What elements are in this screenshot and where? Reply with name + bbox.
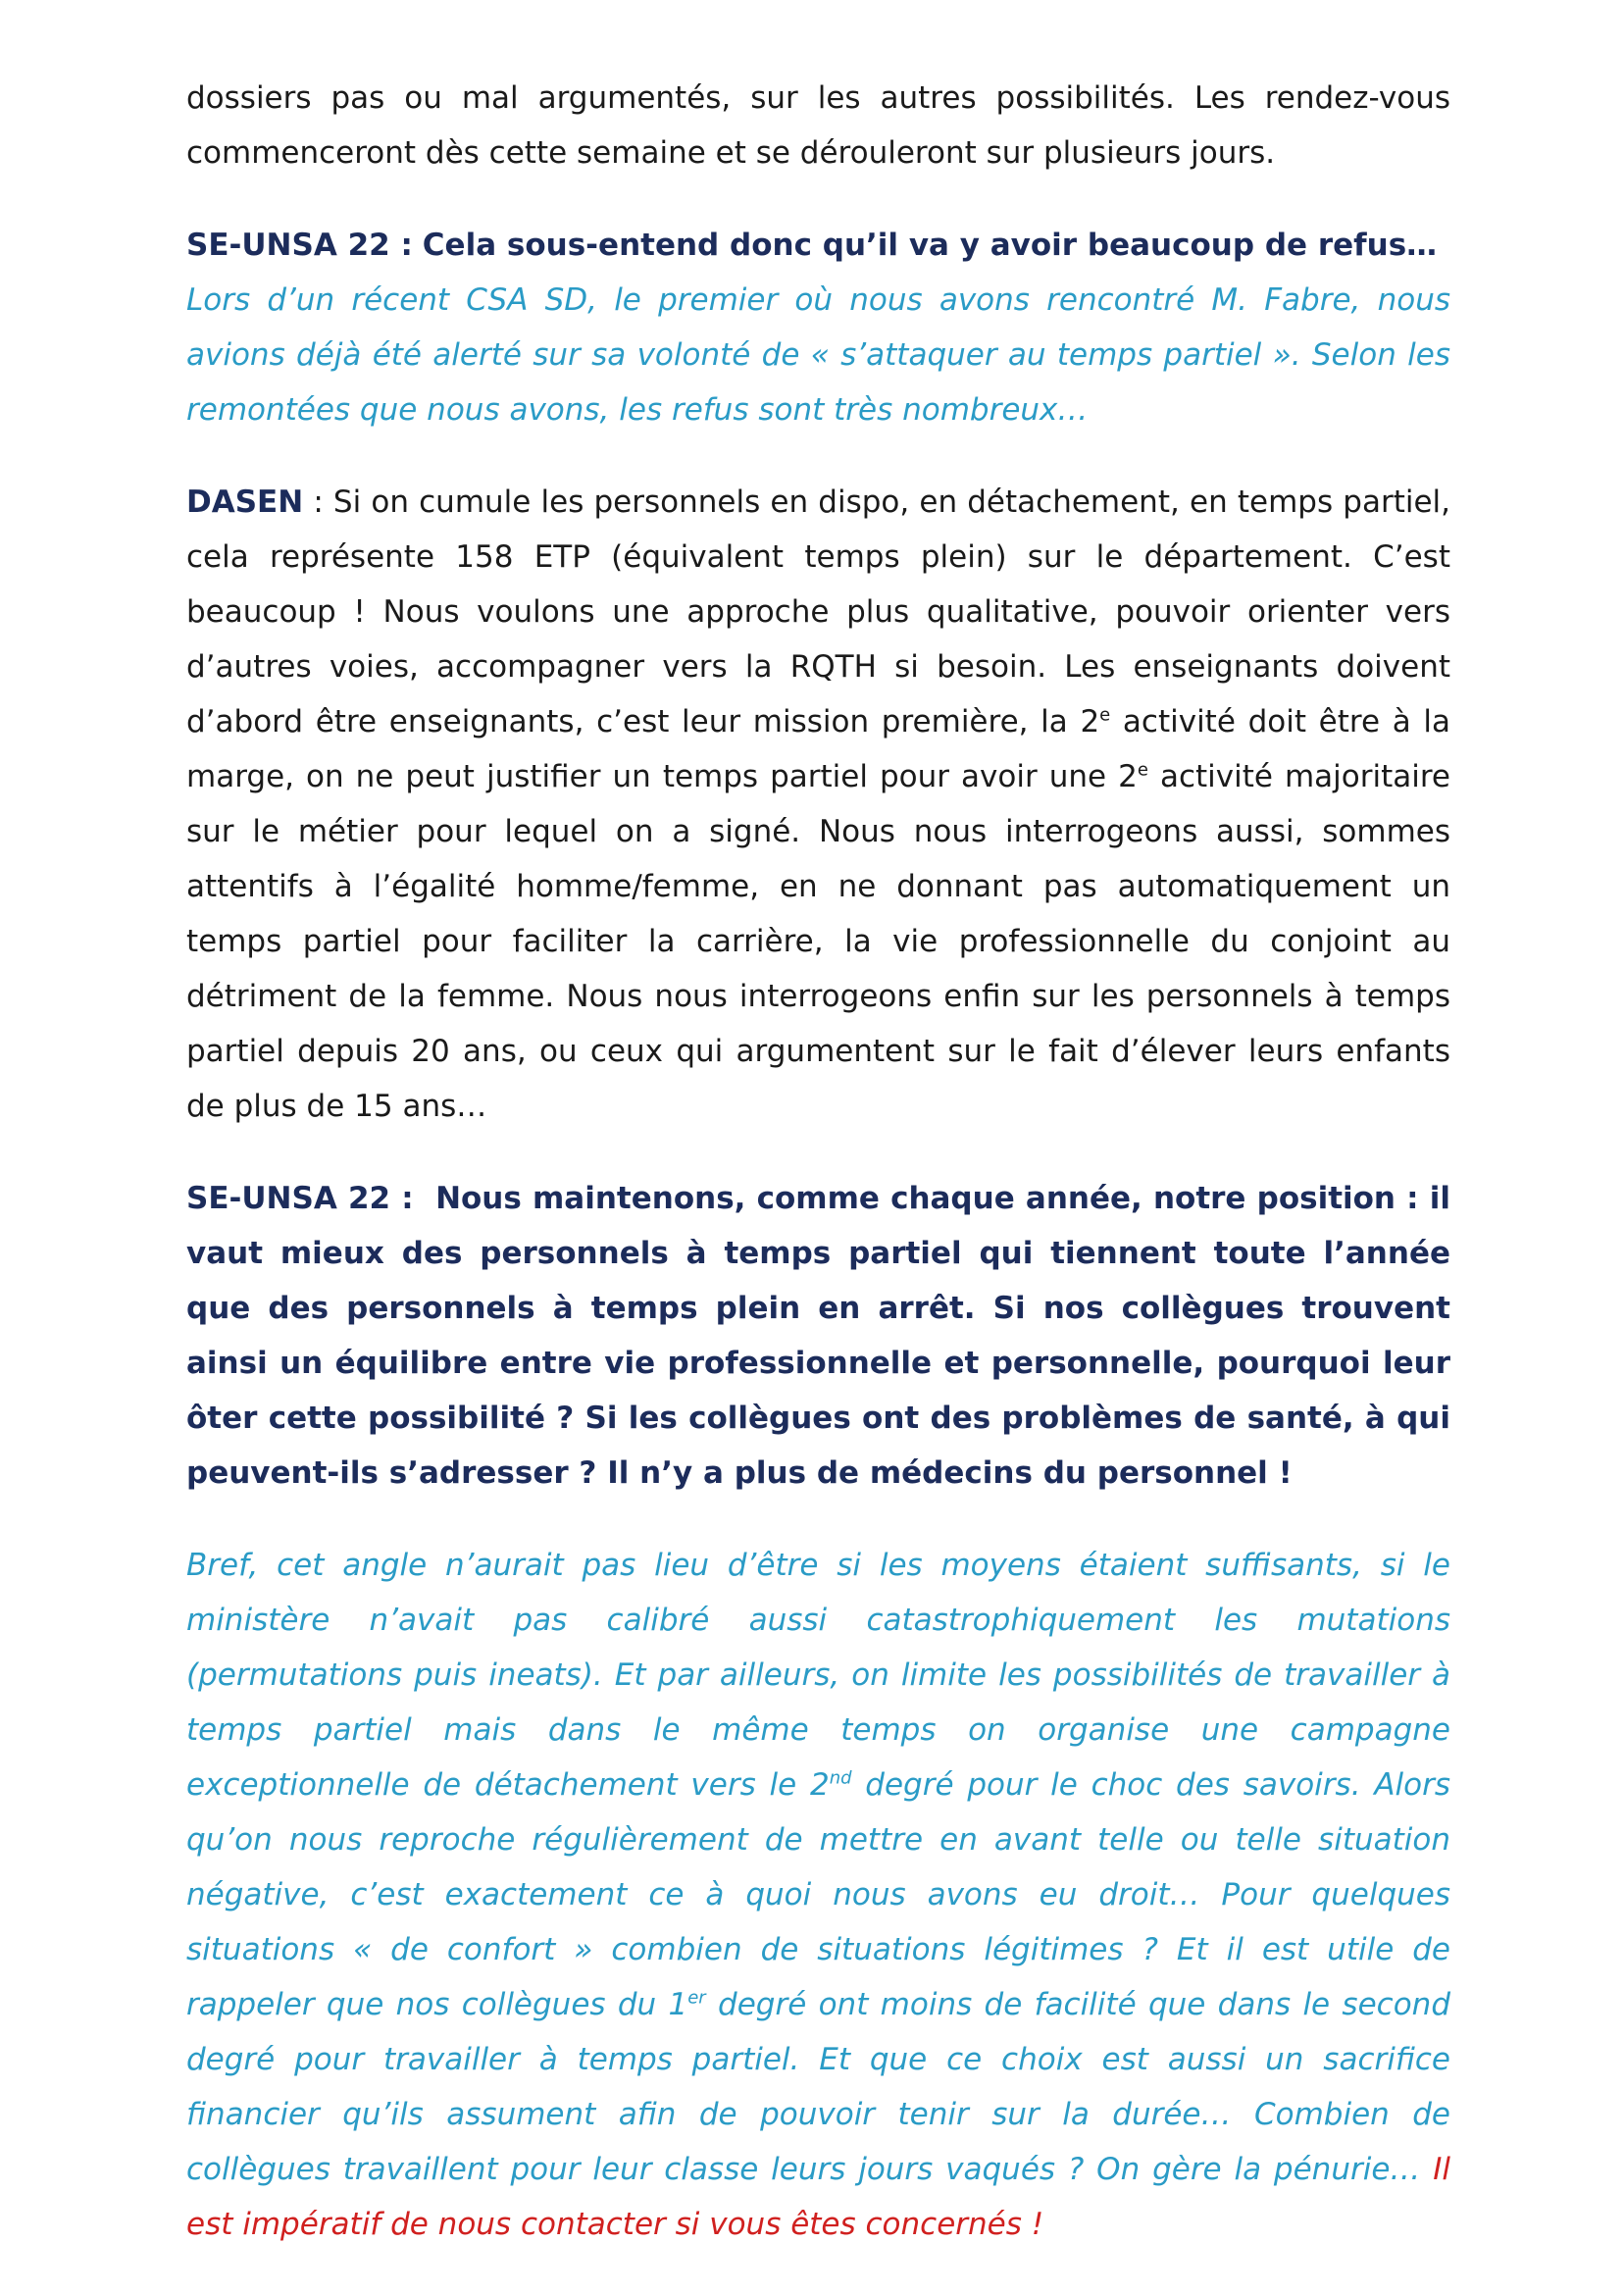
dasen-sup-1: e: [1099, 704, 1111, 726]
speaker-se-unsa: SE-UNSA 22 :: [186, 228, 413, 263]
dasen-text-a: : Si on cumule les personnels en dispo, en détachement, en temps partiel, cela représente 158 ETP (équivalent temps plein) sur le département. C’est beaucoup ! Nous voulons une approche plus qualitative, pouvoir orienter vers d’autres voies, accompagner vers la RQTH si besoin. Les enseignants doivent d’abord être enseignants, c’est leur mission première, la 2: [186, 484, 1450, 739]
exchange-1-comment: [186, 273, 1450, 437]
dasen-text-c: activité majoritaire sur le métier pour lequel on a signé. Nous nous interrogeons aussi, sommes attentifs à l’égalité homme/femme, en ne donnant pas automatiquement un temps partiel pour faciliter la carrière, la vie professionnelle du conjoint au détriment de la femme. Nous nous interrogeons enfin sur les personnels à temps partiel depuis 20 ans, ou ceux qui argumentent sur le fait d’élever leurs enfants de plus de 15 ans…: [186, 759, 1451, 1124]
speaker-se-unsa-2: SE-UNSA 22 :: [186, 1181, 414, 1216]
conclusion-sup-2: er: [687, 1987, 706, 2009]
dasen-text-b: activité doit être à la marge, on ne peut justifier un temps partiel pour avoir une 2: [186, 704, 1450, 794]
conclusion-text-a: Bref, cet angle n’aurait pas lieu d’être si les moyens étaient suffisants, si le ministère n’avait pas calibré aussi catastrophiquement les mutations (permutations puis ineats). Et par ailleurs, on limite les possibilités de travailler à temps partiel mais dans le même temps on organise une campagne exceptionnelle de détachement vers le 2: [186, 1548, 1450, 1803]
exchange-1-question: [186, 218, 1450, 273]
exchange-2-text: Nous maintenons, comme chaque année, notre position : il vaut mieux des personnels à temps partiel qui tiennent toute l’année que des personnels à temps plein en arrêt. Si nos collègues trouvent ainsi un équilibre entre vie professionnelle et personnelle, pourquoi leur ôter cette possibilité ? Si les collègues ont des problèmes de santé, à qui peuvent-ils s’adresser ? Il n’y a plus de médecins du personnel !: [186, 1181, 1450, 1491]
intro-text: dossiers pas ou mal argumentés, sur les autres possibilités. Les rendez-vous commenceront dès cette semaine et se dérouleront sur plusieurs jours.: [186, 80, 1450, 171]
alert-text: Il est impératif de nous contacter si vous êtes concernés !: [186, 2152, 1450, 2242]
conclusion-paragraph: [186, 1538, 1450, 2252]
dasen-sup-2: e: [1137, 759, 1148, 781]
speaker-dasen: DASEN: [186, 484, 304, 520]
comment-text: Lors d’un récent CSA SD, le premier où nous avons rencontré M. Fabre, nous avions déjà été alerté sur sa volonté de « s’attaquer au temps partiel ». Selon les remontées que nous avons, les refus sont très nombreux…: [186, 282, 1450, 428]
document-page: [186, 71, 1450, 2252]
intro-paragraph: [186, 71, 1450, 180]
dasen-paragraph: [186, 475, 1450, 1134]
conclusion-sup-1: nd: [829, 1767, 852, 1789]
question-text: Cela sous-entend donc qu’il va y avoir beaucoup de refus…: [422, 228, 1438, 263]
exchange-2-paragraph: [186, 1171, 1450, 1501]
conclusion-text-c: degré ont moins de facilité que dans le second degré pour travailler à temps partiel. Et que ce choix est aussi un sacrifice financier qu’ils assument afin de pouvoir tenir sur la durée… Combien de collègues travaillent pour leur classe leurs jours vaqués ? On gère la pénurie…: [186, 1987, 1450, 2187]
conclusion-text-b: degré pour le choc des savoirs. Alors qu’on nous reproche régulièrement de mettre en avant telle ou telle situation négative, c’est exactement ce à quoi nous avons eu droit… Pour quelques situations « de confort » combien de situations légitimes ? Et il est utile de rappeler que nos collègues du 1: [186, 1767, 1450, 2022]
